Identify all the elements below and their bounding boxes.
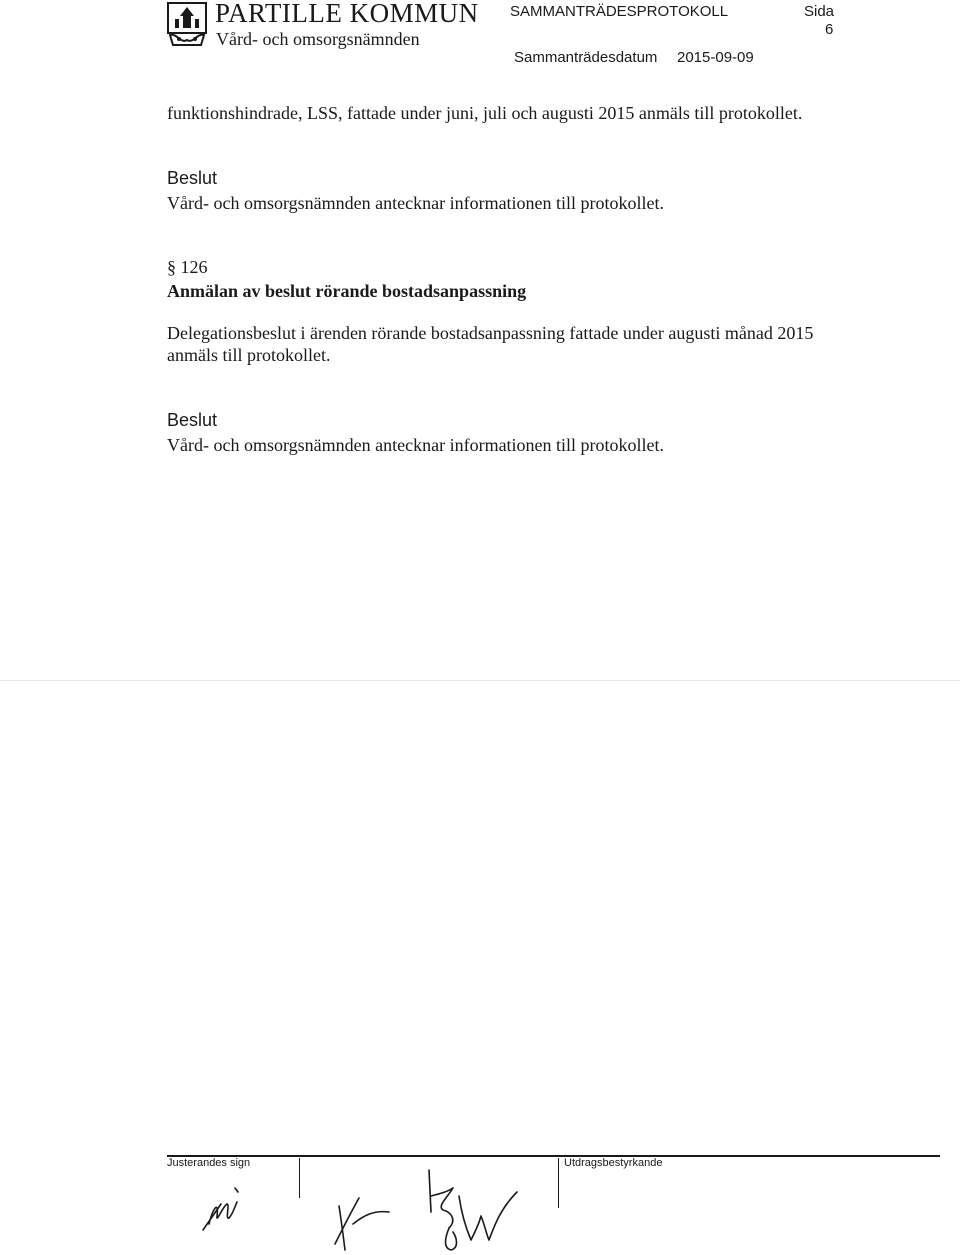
document-type: SAMMANTRÄDESPROTOKOLL [510, 3, 729, 20]
decision-heading: Beslut [167, 168, 218, 188]
section-body-line-1: Delegationsbeslut i ärenden rörande bostadsanpassning fattade under augusti månad 2015 [167, 323, 814, 343]
page-label: Sida [804, 3, 835, 20]
certification-label: Utdragsbestyrkande [564, 1157, 663, 1169]
decision-text: Vård- och omsorgsnämnden antecknar informationen till protokollet. [167, 193, 665, 213]
section-body-line-2: anmäls till protokollet. [167, 345, 331, 365]
continuation-text: funktionshindrade, LSS, fattade under juni, juli och augusti 2015 anmäls till protokollet. [167, 103, 803, 123]
scan-divider [0, 680, 960, 681]
section-number: § 126 [167, 257, 208, 277]
municipality-crest-icon [167, 2, 207, 46]
footer-rule [167, 1155, 940, 1157]
section-title: Anmälan av beslut rörande bostadsanpassning [167, 281, 527, 301]
page-number: 6 [825, 21, 834, 38]
meeting-date-label: Sammanträdesdatum [514, 49, 658, 66]
decision-text: Vård- och omsorgsnämnden antecknar informationen till protokollet. [167, 435, 665, 455]
organization-name: PARTILLE KOMMUN [215, 0, 479, 28]
signature-divider [558, 1158, 559, 1208]
meeting-date-value: 2015-09-09 [677, 49, 754, 66]
decision-heading: Beslut [167, 410, 218, 430]
organization-unit: Vård- och omsorgsnämnden [216, 29, 420, 49]
signature-label: Justerandes sign [167, 1157, 251, 1169]
handwritten-signatures [167, 1158, 557, 1253]
